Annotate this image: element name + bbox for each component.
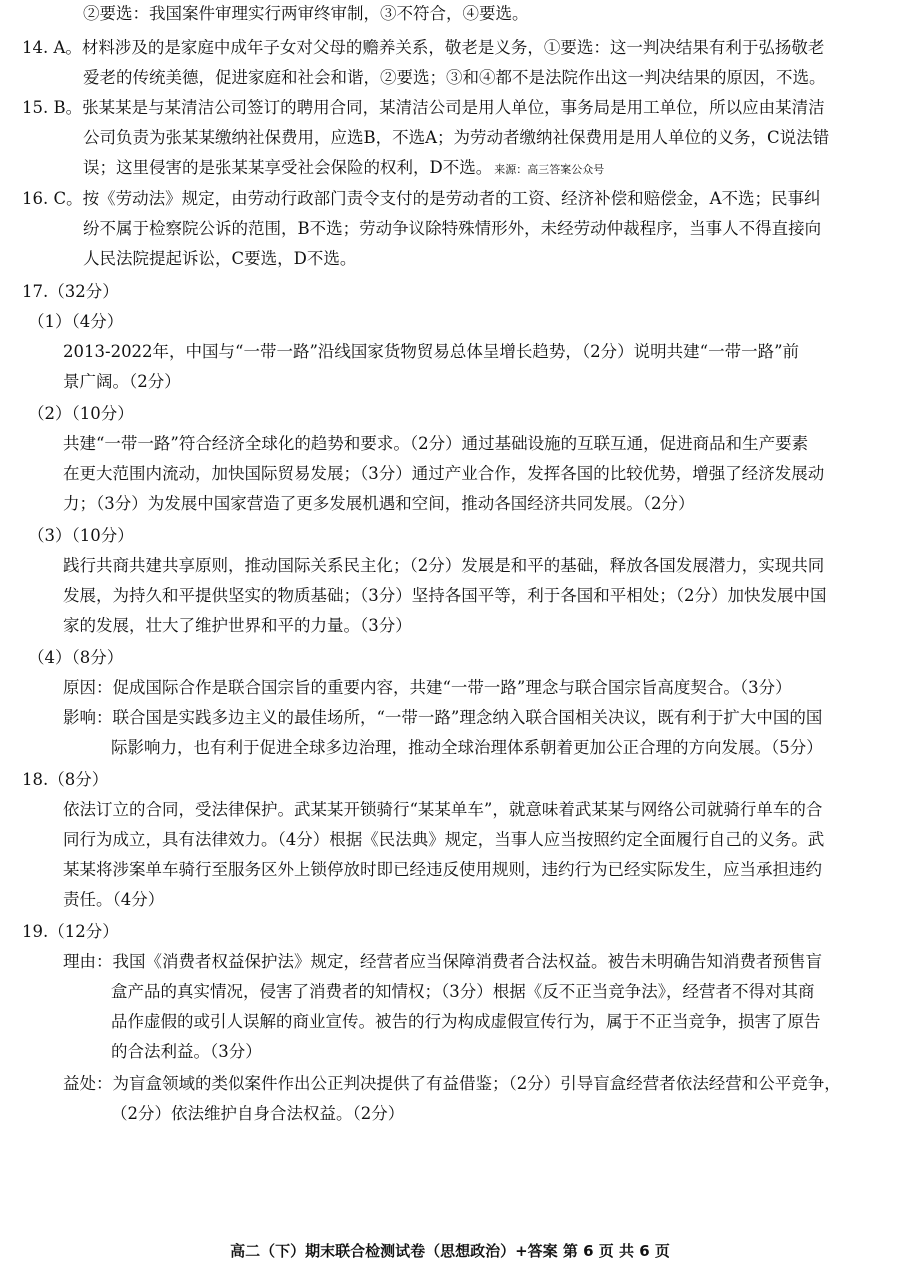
answer-line: 理由：我国《消费者权益保护法》规定，经营者应当保障消费者合法权益。被告未明确告知消费者预售盲 <box>63 952 822 971</box>
question-heading: 19.（12分） <box>22 922 119 941</box>
answer-line: 在更大范围内流动，加快国际贸易发展；（3分）通过产业合作，发挥各国的比较优势，增强了经济发展动 <box>63 464 825 483</box>
answer-line: 共建“一带一路”符合经济全球化的趋势和要求。（2分）通过基础设施的互联互通，促进商品和生产要素 <box>63 434 809 453</box>
answer-line: （2分）依法维护自身合法权益。（2分） <box>111 1104 405 1123</box>
subquestion-heading: （2）（10分） <box>28 404 134 423</box>
answer-line: 15. B。张某某是与某清洁公司签订的聘用合同，某清洁公司是用人单位，事务局是用工单位，所以应由某清洁 <box>22 98 825 117</box>
answer-line: 践行共商共建共享原则，推动国际关系民主化；（2分）发展是和平的基础，释放各国发展潜力，实现共同 <box>63 556 825 575</box>
answer-line: 景广阔。（2分） <box>63 372 181 391</box>
answer-line: 益处：为盲盒领域的类似案件作出公正判决提供了有益借鉴；（2分）引导盲盒经营者依法经营和公平竞争， <box>63 1074 841 1093</box>
answer-line: 影响：联合国是实践多边主义的最佳场所，“一带一路”理念纳入联合国相关决议，既有利于扩大中国的国 <box>63 708 823 727</box>
answer-line: 人民法院提起诉讼，C要选，D不选。 <box>83 249 357 268</box>
answer-line: 某某将涉案单车骑行至服务区外上锁停放时即已经违反使用规则，违约行为已经实际发生，应当承担违约 <box>63 860 822 879</box>
answer-line: 公司负责为张某某缴纳社保费用，应选B，不选A；为劳动者缴纳社保费用是用人单位的义务，C说法错 <box>83 128 830 147</box>
answer-line: 的合法利益。（3分） <box>111 1042 262 1061</box>
answer-line-text: 误；这里侵害的是张某某享受社会保险的权利，D不选。 <box>83 158 493 177</box>
answer-line: 力；（3分）为发展中国家营造了更多发展机遇和空间，推动各国经济共同发展。（2分） <box>63 494 695 513</box>
answer-line: 纷不属于检察院公诉的范围，B不选；劳动争议除特殊情形外，未经劳动仲裁程序，当事人不得直接向 <box>83 219 822 238</box>
answer-line: 2013-2022年，中国与“一带一路”沿线国家货物贸易总体呈增长趋势，（2分）说明共建“一带一路”前 <box>63 342 800 361</box>
answer-line: 14. A。材料涉及的是家庭中成年子女对父母的赡养关系，敬老是义务，①要选：这一判决结果有利于弘扬敬老 <box>22 38 825 57</box>
answer-line: ②要选：我国案件审理实行两审终审制，③不符合，④要选。 <box>83 4 529 23</box>
subquestion-heading: （4）（8分） <box>28 648 124 667</box>
subquestion-heading: （1）（4分） <box>28 312 124 331</box>
answer-line: 责任。（4分） <box>63 890 165 909</box>
answer-line: 盒产品的真实情况，侵害了消费者的知情权；（3分）根据《反不正当竞争法》，经营者不得对其商 <box>111 982 815 1001</box>
subquestion-heading: （3）（10分） <box>28 526 134 545</box>
question-heading: 18.（8分） <box>22 770 109 789</box>
page-footer: 高二（下）期末联合检测试卷（思想政治）+答案 第 6 页 共 6 页 <box>230 1242 670 1260</box>
answer-line: 16. C。按《劳动法》规定，由劳动行政部门责令支付的是劳动者的工资、经济补偿和赔偿金，A不选；民事纠 <box>22 189 821 208</box>
question-heading: 17.（32分） <box>22 282 119 301</box>
answer-line: 爱老的传统美德，促进家庭和社会和谐，②要选；③和④都不是法院作出这一判决结果的原因，不选。 <box>83 68 826 87</box>
answer-line: 原因：促成国际合作是联合国宗旨的重要内容，共建“一带一路”理念与联合国宗旨高度契合。（3分） <box>63 678 792 697</box>
answer-line: 依法订立的合同，受法律保护。武某某开锁骑行“某某单车”，就意味着武某某与网络公司就骑行单车的合 <box>63 800 823 819</box>
answer-line: 同行为成立，具有法律效力。（4分）根据《民法典》规定，当事人应当按照约定全面履行自己的义务。武 <box>63 830 825 849</box>
answer-line: 际影响力，也有利于促进全球多边治理，推动全球治理体系朝着更加公正合理的方向发展。（5分） <box>111 738 823 757</box>
answer-line: 发展，为持久和平提供坚实的物质基础；（3分）坚持各国平等，利于各国和平相处；（2分）加快发展中国 <box>63 586 827 605</box>
answer-line <box>83 156 604 182</box>
answer-line: 家的发展，壮大了维护世界和平的力量。（3分） <box>63 616 412 635</box>
source-note: 来源：高三答案公众号 <box>494 163 605 176</box>
answer-line: 品作虚假的或引人误解的商业宣传。被告的行为构成虚假宣传行为，属于不正当竞争，损害了原告 <box>111 1012 821 1031</box>
